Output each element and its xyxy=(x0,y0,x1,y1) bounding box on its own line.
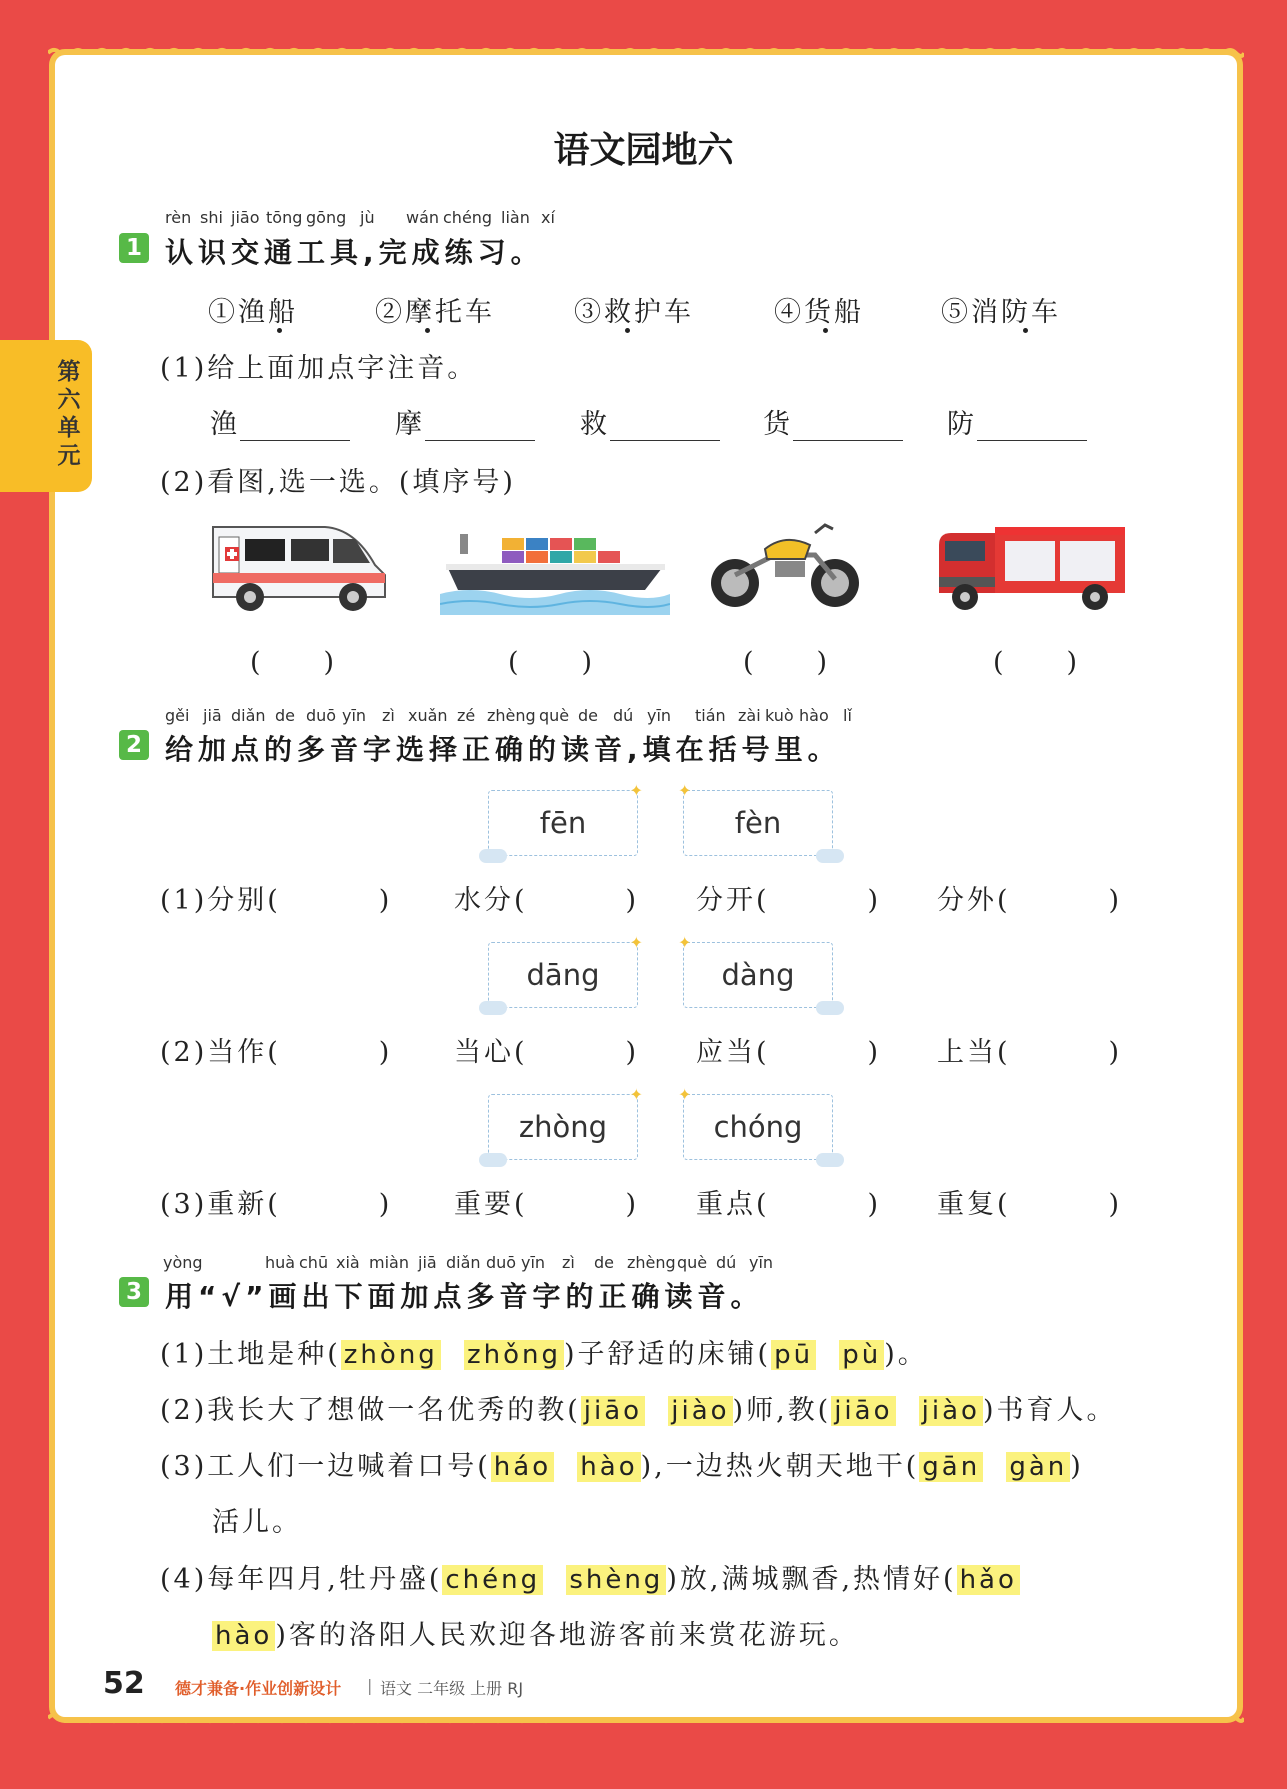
pinyin-annotation: diǎn xyxy=(446,1253,481,1272)
unit-side-tab xyxy=(0,340,92,492)
pinyin-annotation: hào xyxy=(799,706,829,725)
pinyin-annotation: gěi xyxy=(165,706,190,725)
word-item: 当心( ) xyxy=(454,1037,640,1068)
option-3: ③救护车 xyxy=(574,297,694,328)
pinyin-annotation: liàn xyxy=(501,208,530,227)
page-title: 语文园地六 xyxy=(553,130,734,171)
section3-item-4: (4)每年四月,牡丹盛( chéng shèng )放,满城飘香,热情好( hǎo xyxy=(160,1557,1020,1596)
pinyin-annotation: kuò xyxy=(765,706,794,725)
pinyin-card: fèn ✦ xyxy=(683,790,833,856)
answer-line[interactable] xyxy=(425,414,535,441)
pinyin-annotation: jiā xyxy=(203,706,222,725)
word-item: (1)分别( ) xyxy=(160,885,393,916)
footer-info: 语文 二年级 上册 RJ xyxy=(380,1679,524,1698)
answer-line[interactable] xyxy=(240,414,350,441)
word-item: 重复( ) xyxy=(937,1189,1123,1220)
section1-number: 1 xyxy=(119,233,149,263)
section3-item-2: (2)我长大了想做一名优秀的教( jiāo jiào )师,教( jiāo jiào )书育人。 xyxy=(160,1395,1117,1426)
fill-char-2: 摩 xyxy=(395,402,535,441)
word-item: 应当( ) xyxy=(696,1037,882,1068)
pinyin-annotation: zài xyxy=(738,706,761,725)
picture-answer-2[interactable]: ( ) xyxy=(508,647,596,678)
pinyin-choice[interactable]: pù xyxy=(839,1340,884,1370)
answer-line[interactable] xyxy=(977,414,1087,441)
pinyin-choice[interactable]: chéng xyxy=(442,1565,543,1595)
pinyin-card: dàng ✦ xyxy=(683,942,833,1008)
section3-number: 3 xyxy=(119,1277,149,1307)
cargo-ship-image xyxy=(440,520,670,615)
ambulance-image xyxy=(205,515,395,615)
pinyin-annotation: què xyxy=(539,706,570,725)
pinyin-choice[interactable]: pū xyxy=(771,1340,816,1370)
pinyin-annotation: jiāo xyxy=(231,208,260,227)
pinyin-card: chóng ✦ xyxy=(683,1094,833,1160)
pinyin-annotation: dú xyxy=(716,1253,737,1272)
pinyin-annotation: duō xyxy=(306,706,337,725)
option-5: ⑤消防车 xyxy=(941,297,1061,328)
answer-line[interactable] xyxy=(610,414,720,441)
fire-truck-image xyxy=(935,515,1130,615)
word-item: 重要( ) xyxy=(454,1189,640,1220)
pinyin-choice[interactable]: jiào xyxy=(668,1396,732,1426)
pinyin-annotation: què xyxy=(677,1253,708,1272)
pinyin-choice[interactable]: jiāo xyxy=(831,1396,895,1426)
pinyin-annotation: de xyxy=(578,706,598,725)
footer-brand: 德才兼备·作业创新设计 xyxy=(175,1679,342,1698)
emphasis-dot xyxy=(425,328,430,333)
section3-item-3: (3)工人们一边喊着口号( háo hào ),一边热火朝天地干( gān gàn ) xyxy=(160,1451,1084,1482)
pinyin-annotation: miàn xyxy=(369,1253,409,1272)
pinyin-annotation: yīn xyxy=(521,1253,546,1272)
pinyin-choice[interactable]: zhòng xyxy=(341,1340,441,1370)
answer-line[interactable] xyxy=(793,414,903,441)
word-item: 上当( ) xyxy=(937,1037,1123,1068)
picture-answer-4[interactable]: ( ) xyxy=(993,647,1081,678)
pinyin-annotation: tōng xyxy=(266,208,303,227)
pinyin-choice[interactable]: hào xyxy=(212,1621,275,1651)
word-item: (2)当作( ) xyxy=(160,1037,393,1068)
pinyin-choice[interactable]: zhǒng xyxy=(464,1340,564,1370)
emphasis-dot xyxy=(823,328,828,333)
page-number: 52 xyxy=(103,1666,145,1701)
pinyin-choice[interactable]: jiāo xyxy=(581,1396,645,1426)
pinyin-choice[interactable]: hào xyxy=(577,1452,640,1482)
pinyin-annotation: xià xyxy=(336,1253,360,1272)
section3-question: 用“√”画出下面加点多音字的正确读音。 xyxy=(165,1280,764,1313)
pinyin-annotation: yīn xyxy=(647,706,672,725)
pinyin-annotation: shi xyxy=(200,208,223,227)
fill-char-1: 渔 xyxy=(210,402,350,441)
pinyin-choice[interactable]: hǎo xyxy=(957,1565,1020,1595)
word-item: 分开( ) xyxy=(696,885,882,916)
pinyin-annotation: zhèng xyxy=(627,1253,676,1272)
option-1: ①渔船 xyxy=(208,297,298,328)
pinyin-annotation: tián xyxy=(695,706,726,725)
pinyin-annotation: wán xyxy=(406,208,440,227)
emphasis-dot xyxy=(277,328,282,333)
fill-char-4: 货 xyxy=(763,402,903,441)
section3-item-4-cont: hào )客的洛阳人民欢迎各地游客前来赏花游玩。 xyxy=(212,1613,859,1652)
pinyin-annotation: zì xyxy=(382,706,395,725)
pinyin-annotation: rèn xyxy=(165,208,192,227)
pinyin-choice[interactable]: háo xyxy=(491,1452,554,1482)
option-2: ②摩托车 xyxy=(375,297,495,328)
word-item: 分外( ) xyxy=(937,885,1123,916)
pinyin-choice[interactable]: shèng xyxy=(566,1565,666,1595)
footer-separator: | xyxy=(367,1676,373,1695)
fill-char-3: 救 xyxy=(580,402,720,441)
section2-question: 给加点的多音字选择正确的读音,填在括号里。 xyxy=(165,733,841,766)
word-item: 重点( ) xyxy=(696,1189,882,1220)
pinyin-annotation: gōng xyxy=(306,208,347,227)
word-item: (3)重新( ) xyxy=(160,1189,393,1220)
pinyin-annotation: chū xyxy=(299,1253,329,1272)
pinyin-choice[interactable]: jiào xyxy=(919,1396,983,1426)
pinyin-annotation: yīn xyxy=(342,706,367,725)
sub2-prompt: (2)看图,选一选。(填序号) xyxy=(160,467,516,498)
pinyin-annotation: zé xyxy=(457,706,476,725)
pinyin-annotation: chéng xyxy=(443,208,493,227)
picture-answer-3[interactable]: ( ) xyxy=(743,647,831,678)
emphasis-dot xyxy=(625,328,630,333)
option-4: ④货船 xyxy=(774,297,864,328)
section3-item-1: (1)土地是种( zhòng zhǒng )子舒适的床铺( pū pù )。 xyxy=(160,1339,928,1370)
pinyin-annotation: zì xyxy=(562,1253,575,1272)
pinyin-annotation: dú xyxy=(613,706,634,725)
pinyin-annotation: huà xyxy=(265,1253,296,1272)
pinyin-annotation: xuǎn xyxy=(408,706,448,725)
pinyin-annotation: yīn xyxy=(749,1253,774,1272)
pinyin-annotation: lǐ xyxy=(843,706,852,725)
section3-item-3-cont: 活儿。 xyxy=(212,1507,302,1538)
pinyin-annotation: de xyxy=(275,706,295,725)
pinyin-annotation: diǎn xyxy=(231,706,266,725)
pinyin-annotation: duō xyxy=(486,1253,517,1272)
pinyin-card: dāng ✦ xyxy=(488,942,638,1008)
sub1-prompt: (1)给上面加点字注音。 xyxy=(160,353,478,384)
picture-answer-1[interactable]: ( ) xyxy=(250,647,338,678)
pinyin-card: fēn ✦ xyxy=(488,790,638,856)
pinyin-annotation: yòng xyxy=(163,1253,203,1272)
pinyin-annotation: jù xyxy=(360,208,375,227)
pinyin-card: zhòng ✦ xyxy=(488,1094,638,1160)
section1-question: 认识交通工具,完成练习。 xyxy=(165,236,544,269)
pinyin-choice[interactable]: gàn xyxy=(1006,1452,1070,1482)
pinyin-annotation: xí xyxy=(541,208,555,227)
pinyin-choice[interactable]: gān xyxy=(919,1452,983,1482)
section2-number: 2 xyxy=(119,730,149,760)
fill-char-5: 防 xyxy=(947,402,1087,441)
word-item: 水分( ) xyxy=(454,885,640,916)
emphasis-dot xyxy=(1023,328,1028,333)
motorcycle-image xyxy=(705,515,865,615)
unit-side-tab-label: 第六单元 xyxy=(57,359,81,469)
pinyin-annotation: jiā xyxy=(418,1253,437,1272)
pinyin-annotation: de xyxy=(594,1253,614,1272)
pinyin-annotation: zhèng xyxy=(487,706,536,725)
